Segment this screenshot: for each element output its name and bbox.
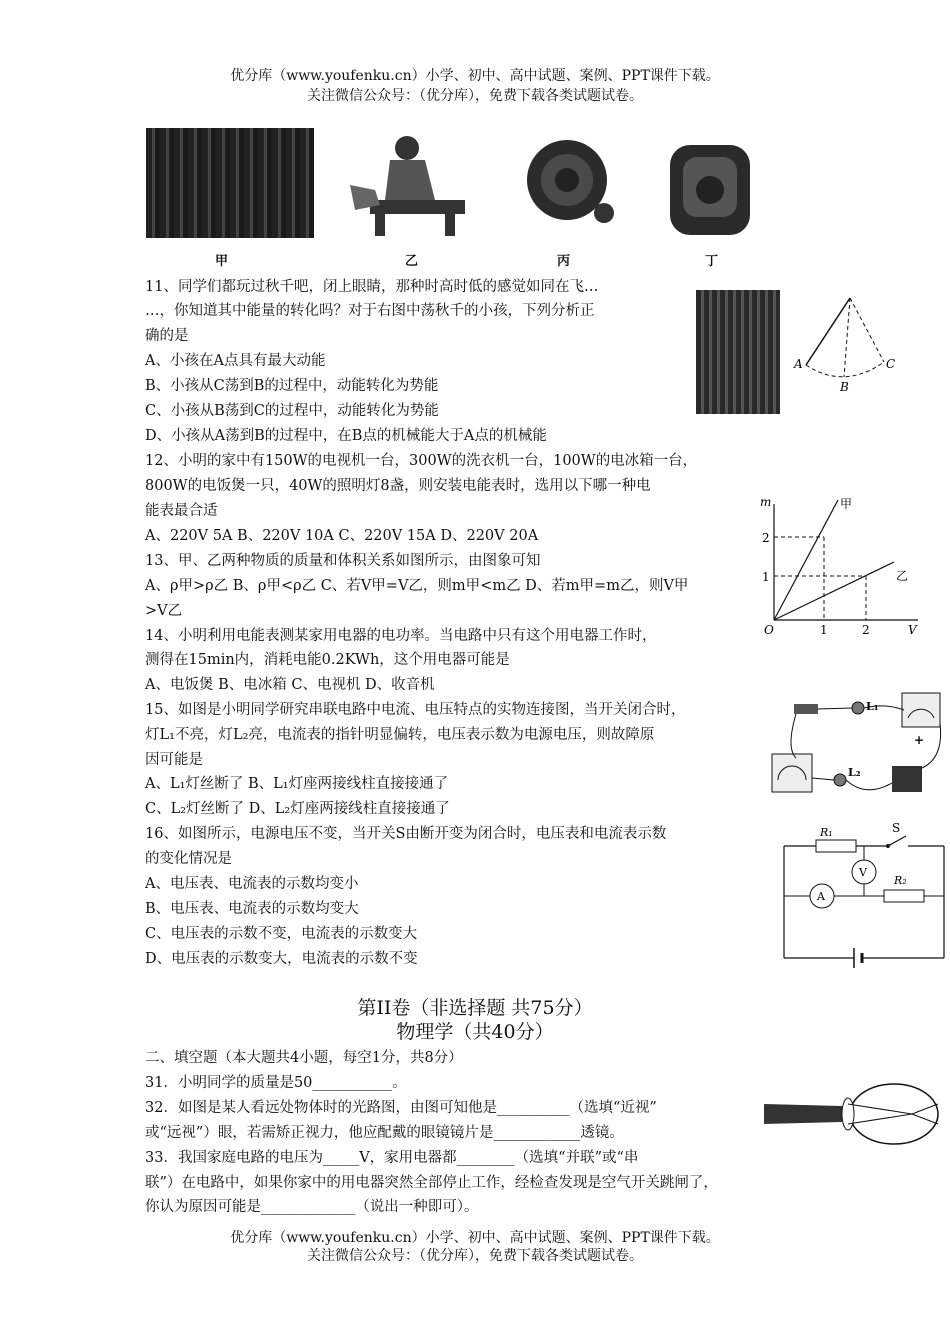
swing-label-c: C <box>886 357 896 371</box>
graph-series-jia: 甲 <box>840 497 853 511</box>
graph-xtick-1: 1 <box>820 623 828 637</box>
q31: 31．小明同学的质量是50___________。 <box>145 1075 407 1091</box>
q16-option-b: B、电压表、电流表的示数均变大 <box>145 901 359 917</box>
q14-line2: 测得在15min内，消耗电能0.2KWh，这个用电器可能是 <box>145 652 510 668</box>
q11-line1: 11、同学们都玩过秋千吧，闭上眼睛，那种时高时低的感觉如同在飞… <box>145 279 599 295</box>
part2-subtitle: 物理学（共40分） <box>396 1021 554 1043</box>
graph-series-yi: 乙 <box>896 569 909 583</box>
voltmeter-label: V <box>859 866 867 879</box>
graph-xlabel: V <box>908 623 917 637</box>
q15-options-cd: C、L₂灯丝断了 D、L₂灯座两接线柱直接接通了 <box>145 801 450 817</box>
q11-line3: 确的是 <box>145 328 189 344</box>
caption-bing: 丙 <box>557 254 571 269</box>
circuit-label-l1: L₁ <box>866 700 879 713</box>
q33-line3: 你认为原因可能是_____________（说出一种即可）。 <box>145 1199 479 1215</box>
image-yi <box>345 130 470 240</box>
graph-origin: O <box>764 623 774 637</box>
parallel-circuit-diagram <box>780 822 948 972</box>
caption-yi: 乙 <box>405 254 419 269</box>
swing-label-b: B <box>840 380 849 394</box>
series-circuit-photo <box>766 688 944 806</box>
q12-line1: 12、小明的家中有150W的电视机一台，300W的洗衣机一台，100W的电冰箱一台， <box>145 453 698 469</box>
q15-line2: 灯L₁不亮，灯L₂亮，电流表的指针明显偏转，电压表示数为电源电压，则故障原 <box>145 727 655 743</box>
graph-ylabel: m <box>760 495 772 509</box>
eye-diagram <box>762 1080 942 1148</box>
caption-jia: 甲 <box>215 254 229 269</box>
q32-line2: 或“远视”）眼，若需矫正视力，他应配戴的眼镜镜片是____________透镜。 <box>145 1125 624 1141</box>
q14-line1: 14、小明利用电能表测某家用电器的电功率。当电路中只有这个用电器工作时， <box>145 628 657 644</box>
q12-options: A、220V 5A B、220V 10A C、220V 15A D、220V 20A <box>145 528 539 544</box>
q32-line1: 32．如图是某人看远处物体时的光路图，由图可知他是__________（选填“近视” <box>145 1100 657 1116</box>
graph-ytick-1: 1 <box>762 570 770 584</box>
ammeter-label: A <box>817 890 825 903</box>
q12-line2: 800W的电饭煲一只，40W的照明灯8盏，则安装电能表时，选用以下哪一种电 <box>145 478 651 494</box>
image-jia <box>146 128 314 238</box>
page-footer-line1: 优分库（www.youfenku.cn）小学、初中、高中试题、案例、PPT课件下载。 <box>230 1230 720 1246</box>
q13-line1: 13、甲、乙两种物质的质量和体积关系如图所示，由图象可知 <box>145 553 541 569</box>
q16-option-d: D、电压表的示数变大，电流表的示数不变 <box>145 951 418 967</box>
q11-line2: …，你知道其中能量的转化吗？对于右图中荡秋千的小孩，下列分析正 <box>145 303 595 319</box>
q16-option-c: C、电压表的示数不变，电流表的示数变大 <box>145 926 418 942</box>
q11-option-d: D、小孩从A荡到B的过程中，在B点的机械能大于A点的机械能 <box>145 428 547 444</box>
q15-options-ab: A、L₁灯丝断了 B、L₁灯座两接线柱直接接通了 <box>145 776 449 792</box>
page-footer-line2: 关注微信公众号：（优分库），免费下载各类试题试卷。 <box>307 1248 643 1264</box>
q11-option-a: A、小孩在A点具有最大动能 <box>145 353 326 369</box>
graph-ytick-2: 2 <box>762 531 770 545</box>
q33-line2: 联”）在电路中，如果你家中的用电器突然全部停止工作，经检查发现是空气开关跳闸了， <box>145 1175 718 1191</box>
image-ding <box>665 135 755 240</box>
q14-options: A、电饭煲 B、电冰箱 C、电视机 D、收音机 <box>145 677 435 693</box>
q15-line3: 因可能是 <box>145 752 203 768</box>
q13-options: A、ρ甲>ρ乙 B、ρ甲<ρ乙 C、若V甲=V乙，则m甲<m乙 D、若m甲=m乙，则V甲 <box>145 578 689 594</box>
graph-xtick-2: 2 <box>862 623 870 637</box>
q16-line1: 16、如图所示，电源电压不变，当开关S由断开变为闭合时，电压表和电流表示数 <box>145 826 667 842</box>
swing-label-a: A <box>794 357 803 371</box>
q16-option-a: A、电压表、电流表的示数均变小 <box>145 876 359 892</box>
circuit-label-r1: R₁ <box>820 826 833 839</box>
caption-ding: 丁 <box>705 254 719 269</box>
part2-section-heading: 二、填空题（本大题共4小题，每空1分，共8分） <box>145 1050 463 1066</box>
page-header-line2: 关注微信公众号：（优分库），免费下载各类试题试卷。 <box>307 88 643 104</box>
q16-line2: 的变化情况是 <box>145 851 232 867</box>
image-bing <box>522 135 617 235</box>
q11-option-b: B、小孩从C荡到B的过程中，动能转化为势能 <box>145 378 439 394</box>
q12-line3: 能表最合适 <box>145 503 218 519</box>
q13-line3: >V乙 <box>145 603 183 619</box>
q11-option-c: C、小孩从B荡到C的过程中，动能转化为势能 <box>145 403 439 419</box>
mass-volume-graph <box>758 492 928 640</box>
q15-line1: 15、如图是小明同学研究串联电路中电流、电压特点的实物连接图，当开关闭合时， <box>145 702 686 718</box>
circuit-label-r2: R₂ <box>894 874 907 887</box>
q33-line1: 33．我国家庭电路的电压为_____V，家用电器都________（选填“并联”或“串 <box>145 1150 639 1166</box>
circuit-label-l2: L₂ <box>848 766 861 779</box>
swing-photo <box>696 290 780 414</box>
swing-diagram <box>792 290 902 400</box>
circuit-label-switch: S <box>892 822 901 835</box>
page-header-line1: 优分库（www.youfenku.cn）小学、初中、高中试题、案例、PPT课件下载。 <box>230 68 720 84</box>
circuit-label-plus: + <box>914 733 925 747</box>
part2-title: 第II卷（非选择题 共75分） <box>357 997 593 1019</box>
